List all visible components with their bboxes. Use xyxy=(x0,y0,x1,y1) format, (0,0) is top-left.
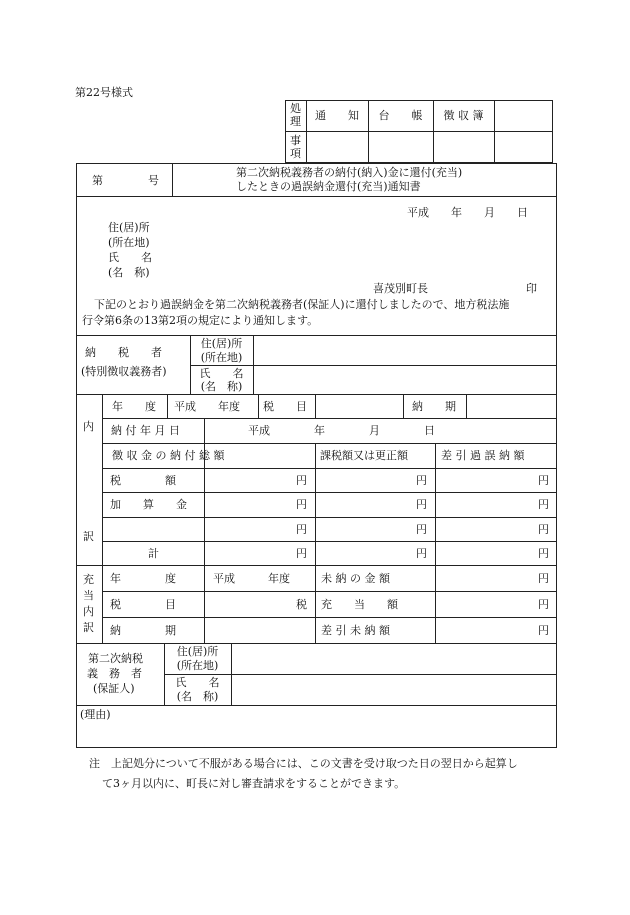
details-side-label: 内 xyxy=(83,420,94,433)
processing-label: 処 xyxy=(290,102,301,115)
remaining-unpaid-label: 差 引 未 納 額 xyxy=(321,624,390,637)
appropriation-side-label: 訳 xyxy=(83,621,94,634)
yen-unit: 円 xyxy=(538,547,549,560)
taxpayer-name-label: 氏 名 xyxy=(199,367,244,380)
document-title: したときの過誤納金還付(充当)通知書 xyxy=(236,180,421,193)
number-suffix: 号 xyxy=(148,174,159,187)
surcharge-row-label: 加 算 金 xyxy=(110,498,187,511)
tax-suffix: 税 xyxy=(296,598,307,611)
yen-unit: 円 xyxy=(538,474,549,487)
appropriation-side-label: 内 xyxy=(83,605,94,618)
taxpayer-address-label: 住(居)所 xyxy=(200,337,243,350)
yen-unit: 円 xyxy=(538,498,549,511)
corrected-column-header: 課税額又は更正額 xyxy=(320,449,408,462)
guarantor-label: (保証人) xyxy=(93,682,135,695)
reason-label: (理由) xyxy=(80,708,111,721)
issuer: 喜茂別町長 xyxy=(373,282,428,295)
refund-column-header: 差 引 過 誤 納 額 xyxy=(441,449,525,462)
secondary-address-label: 住(居)所 xyxy=(176,645,219,658)
notify-column: 通 知 xyxy=(315,109,359,122)
unpaid-amount-label: 未 納 の 金 額 xyxy=(321,572,390,585)
matter-label: 項 xyxy=(290,147,301,160)
yen-unit: 円 xyxy=(296,474,307,487)
yen-unit: 円 xyxy=(416,547,427,560)
collection-book-column: 徴 収 簿 xyxy=(443,109,484,122)
appropriation-year-label: 年 度 xyxy=(110,572,176,585)
year-label: 年 度 xyxy=(112,400,156,413)
processing-label: 理 xyxy=(290,115,301,128)
secondary-name-paren: (名 称) xyxy=(176,690,219,703)
taxpayer-sublabel: (特別徴収義務者) xyxy=(81,365,167,378)
recipient-name-label: 氏 名 xyxy=(108,251,152,264)
taxpayer-label: 納 税 者 xyxy=(85,346,162,359)
seal-mark: 印 xyxy=(526,282,537,295)
amount-column-header: 徴 収 金 の 納 付 総 額 xyxy=(112,449,225,462)
year-value: 平成 年度 xyxy=(174,400,240,413)
yen-unit: 円 xyxy=(538,598,549,611)
yen-unit: 円 xyxy=(538,523,549,536)
paid-date-value: 平成 年 月 日 xyxy=(248,424,435,437)
taxpayer-name-paren: (名 称) xyxy=(200,380,243,393)
notice-body: 行令第6条の13第2項の規定により通知します。 xyxy=(82,314,319,327)
appropriation-tax-item-label: 税 目 xyxy=(110,598,176,611)
recipient-name-paren: (名 称) xyxy=(108,266,150,279)
yen-unit: 円 xyxy=(416,498,427,511)
secondary-name-label: 氏 名 xyxy=(175,676,220,689)
number-label: 第 xyxy=(92,174,103,187)
recipient-address-label: 住(居)所 xyxy=(108,221,150,234)
paid-date-label: 納 付 年 月 日 xyxy=(111,424,180,437)
taxpayer-location-label: (所在地) xyxy=(200,351,243,364)
appropriation-side-label: 充 xyxy=(83,573,94,586)
tax-item-label: 税 目 xyxy=(263,400,307,413)
tax-row-label: 税 額 xyxy=(110,474,176,487)
yen-unit: 円 xyxy=(538,624,549,637)
due-label: 納 期 xyxy=(412,400,456,413)
appeal-note: 注 上記処分について不服がある場合には、この文書を受け取つた日の翌日から起算し xyxy=(89,757,518,770)
document-title: 第二次納税義務者の納付(納入)金に還付(充当) xyxy=(236,166,463,179)
secondary-location-label: (所在地) xyxy=(176,659,219,672)
notice-date: 平成 年 月 日 xyxy=(407,206,528,219)
yen-unit: 円 xyxy=(296,547,307,560)
recipient-location-label: (所在地) xyxy=(108,236,150,249)
total-row-label: 計 xyxy=(148,547,159,560)
appeal-note: て3ヶ月以内に、町長に対し審査請求をすることができます。 xyxy=(102,777,406,790)
secondary-taxpayer-label: 義 務 者 xyxy=(87,667,142,680)
applied-amount-label: 充 当 額 xyxy=(321,598,398,611)
details-side-label: 訳 xyxy=(83,530,94,543)
notice-body: 下記のとおり過誤納金を第二次納税義務者(保証人)に還付しましたので、地方税法施 xyxy=(94,298,510,311)
ledger-column: 台 帳 xyxy=(378,109,423,122)
yen-unit: 円 xyxy=(416,523,427,536)
yen-unit: 円 xyxy=(296,498,307,511)
form-number: 第22号様式 xyxy=(75,86,133,99)
secondary-taxpayer-label: 第二次納税 xyxy=(88,652,143,665)
yen-unit: 円 xyxy=(538,572,549,585)
appropriation-due-label: 納 期 xyxy=(110,624,176,637)
appropriation-side-label: 当 xyxy=(83,589,94,602)
yen-unit: 円 xyxy=(296,523,307,536)
yen-unit: 円 xyxy=(416,474,427,487)
matter-label: 事 xyxy=(290,134,301,147)
appropriation-year-value: 平成 年度 xyxy=(213,572,290,585)
